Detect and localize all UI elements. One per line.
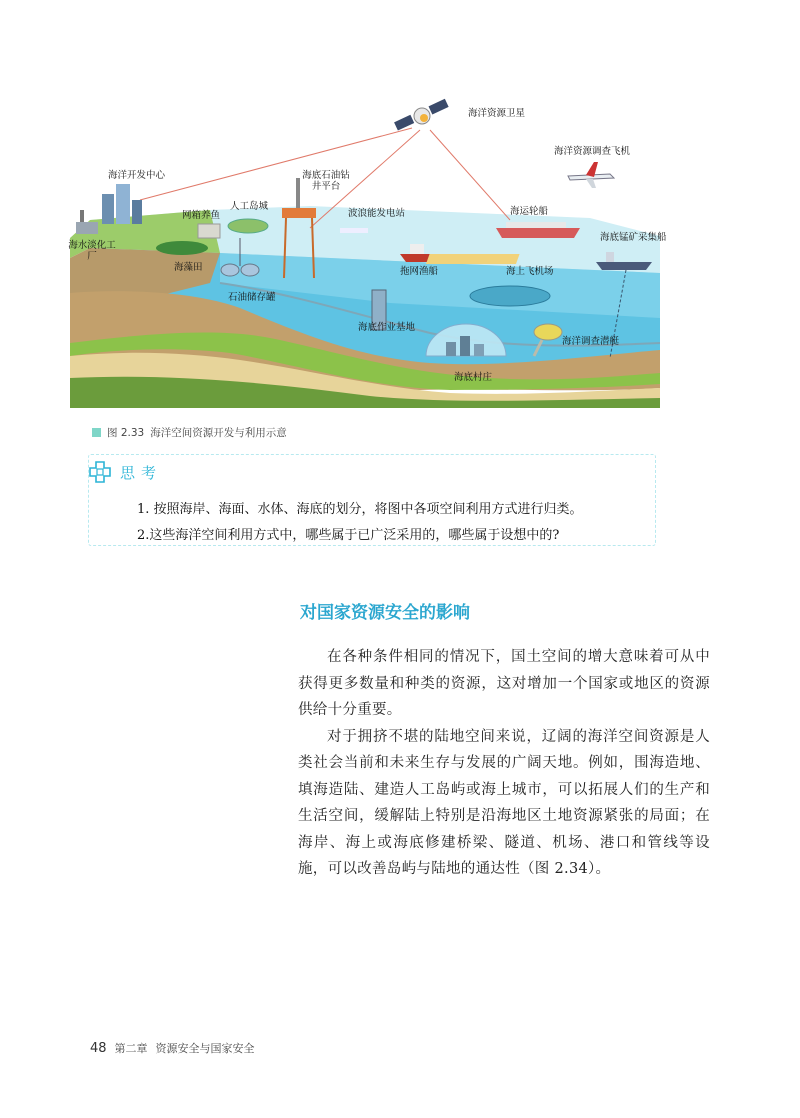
artificial-island-icon xyxy=(228,219,268,233)
cargo-ship-label: 海运轮船 xyxy=(510,206,549,217)
think-question-1: 1. 按照海岸、海面、水体、海底的划分，将图中各项空间利用方式进行归类。 xyxy=(137,502,583,517)
caption-marker xyxy=(92,428,101,437)
fishing-net-icon xyxy=(470,286,550,306)
think-header xyxy=(88,460,162,484)
signal-line xyxy=(140,128,412,200)
wave-power-label: 波浪能发电站 xyxy=(348,208,406,219)
caption-number: 图 2.33 xyxy=(107,427,145,439)
seabed-base-label: 海底作业基地 xyxy=(358,322,416,333)
sea-airport-icon xyxy=(426,254,520,264)
figure-caption xyxy=(92,425,287,440)
satellite-icon xyxy=(394,99,449,131)
seaweed-icon xyxy=(156,241,208,255)
trawler-label: 拖网渔船 xyxy=(400,266,439,277)
desalination-icon xyxy=(76,210,98,234)
ocean-illustration xyxy=(70,88,660,418)
artificial-island-label: 人工岛城 xyxy=(230,201,269,212)
section-title: 对国家资源安全的影响 xyxy=(300,603,470,623)
desalination-label: 海水淡化工厂 xyxy=(68,240,116,262)
submarine-label: 海洋调查潜艇 xyxy=(562,336,620,347)
survey-plane-icon xyxy=(568,162,614,188)
sea-airport-label: 海上飞机场 xyxy=(506,266,554,277)
body-text xyxy=(298,644,710,883)
footer-chapter: 第二章 xyxy=(114,1042,148,1055)
think-title: 思考 xyxy=(120,463,163,482)
signal-line xyxy=(430,130,510,220)
page-number: 48 xyxy=(90,1041,107,1056)
seaweed-label: 海藻田 xyxy=(174,262,203,273)
manganese-ship-label: 海底锰矿采集船 xyxy=(600,232,667,243)
paragraph-2: 对于拥挤不堪的陆地空间来说，辽阔的海洋空间资源是人类社会当前和未来生存与发展的广阔天地。例如，围海造地、填海造陆、建造人工岛屿或海上城市，可以拓展人们的生产和生活空间，缓解陆上特别是沿海地区土地资源紧张的局面；在海岸、海上或海底修建桥梁、隧道、机场、港口和管线等设施，可以改善岛屿与陆地的通达性（图 2.34）。 xyxy=(298,728,710,877)
think-icon xyxy=(88,460,112,484)
seabed-village-label: 海底村庄 xyxy=(454,372,493,383)
footer-chapter-title: 资源安全与国家安全 xyxy=(155,1042,255,1055)
satellite-label: 海洋资源卫星 xyxy=(468,108,526,119)
oil-platform-label: 海底石油钻井平台 xyxy=(302,170,350,192)
dev-center-icon xyxy=(102,184,142,224)
caption-text: 海洋空间资源开发与利用示意 xyxy=(150,427,287,439)
think-question-2: 2.这些海洋空间利用方式中，哪些属于已广泛采用的，哪些属于设想中的? xyxy=(137,528,560,543)
survey-plane-label: 海洋资源调查飞机 xyxy=(554,146,631,157)
wave-power-icon xyxy=(340,228,368,233)
ocean-space-figure xyxy=(68,88,667,418)
paragraph-1: 在各种条件相同的情况下，国土空间的增大意味着可从中获得更多数量和种类的资源，这对增加一个国家或地区的资源供给十分重要。 xyxy=(298,649,710,718)
dev-center-label: 海洋开发中心 xyxy=(108,170,166,181)
fish-cage-icon xyxy=(198,224,220,238)
fish-cage-label: 网箱养鱼 xyxy=(182,210,221,221)
page-footer xyxy=(90,1040,255,1056)
oil-tank-label: 石油储存罐 xyxy=(228,292,276,303)
